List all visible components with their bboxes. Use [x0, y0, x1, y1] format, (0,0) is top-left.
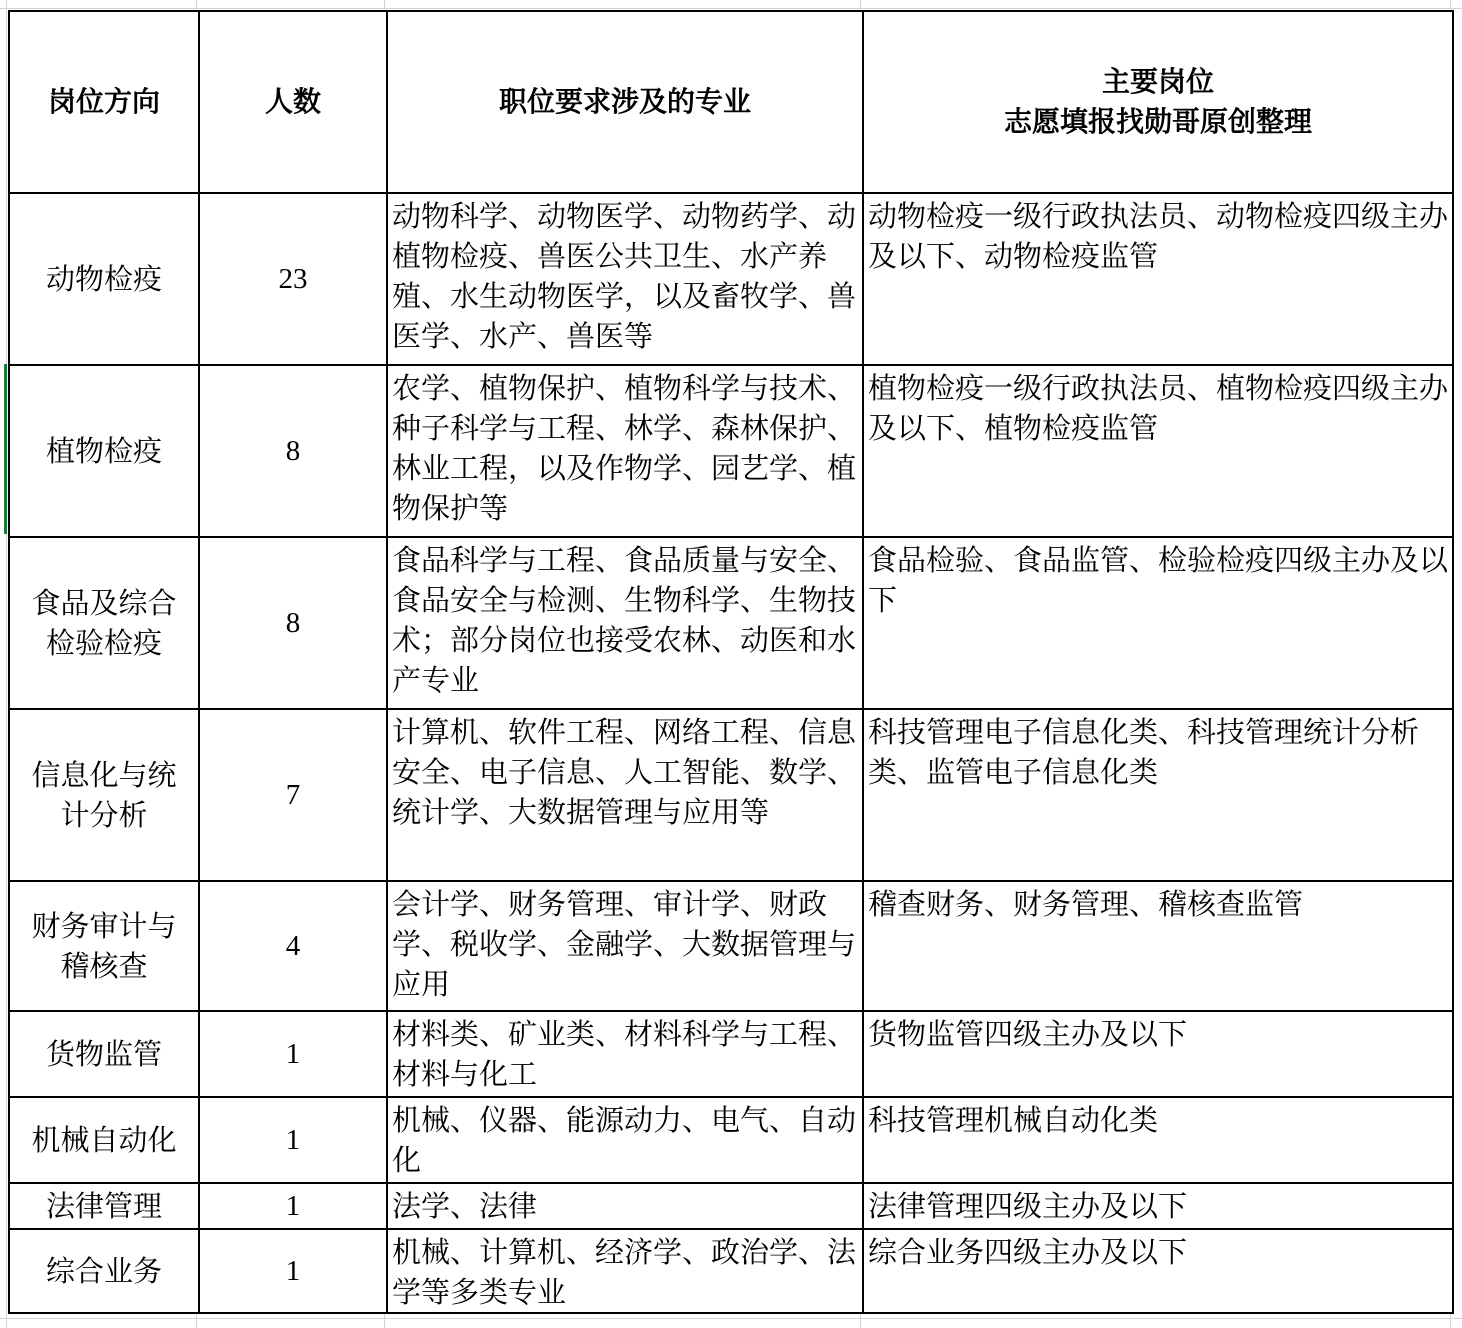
selection-indicator	[4, 364, 7, 534]
cell-count[interactable]	[199, 881, 387, 1011]
grid-line	[6, 0, 7, 1328]
direction-text: 机械自动化	[31, 1123, 177, 1157]
cell-direction[interactable]	[9, 1183, 199, 1229]
cell-count[interactable]	[199, 1229, 387, 1313]
header-count-label: 人数	[264, 85, 321, 118]
cell-direction[interactable]	[9, 193, 199, 365]
positions-text: 综合业务四级主办及以下	[868, 1235, 1188, 1269]
cell-positions[interactable]	[863, 709, 1453, 881]
cell-count[interactable]	[199, 1183, 387, 1229]
cell-majors[interactable]	[387, 1183, 863, 1229]
header-positions-label: 主要岗位	[1101, 65, 1214, 98]
direction-text: 植物检疫	[45, 434, 162, 468]
direction-text: 稽核查	[60, 949, 148, 983]
direction-text: 货物监管	[45, 1037, 162, 1071]
positions-text: 货物监管四级主办及以下	[868, 1017, 1188, 1051]
table-row	[9, 1183, 1453, 1229]
count-text: 4	[285, 929, 301, 962]
table-row	[9, 1011, 1453, 1097]
majors-text: 农学、植物保护、植物科学与技术、种子科学与工程、林学、森林保护、林业工程，以及作物学、园艺学、植物保护等	[392, 371, 857, 525]
header-cell-direction[interactable]	[9, 11, 199, 193]
table-row	[9, 537, 1453, 709]
header-row	[9, 11, 1453, 193]
cell-count[interactable]	[199, 1011, 387, 1097]
cell-majors[interactable]	[387, 1097, 863, 1183]
positions-text: 科技管理机械自动化类	[868, 1103, 1159, 1137]
header-majors-label: 职位要求涉及的专业	[498, 85, 751, 118]
cell-direction[interactable]	[9, 709, 199, 881]
cell-majors[interactable]	[387, 709, 863, 881]
cell-majors[interactable]	[387, 537, 863, 709]
majors-text: 材料类、矿业类、材料科学与工程、材料与化工	[392, 1017, 857, 1091]
cell-positions[interactable]	[863, 193, 1453, 365]
majors-text: 会计学、财务管理、审计学、财政学、税收学、金融学、大数据管理与应用	[392, 887, 857, 1001]
cell-majors[interactable]	[387, 1229, 863, 1313]
cell-positions[interactable]	[863, 1011, 1453, 1097]
direction-text: 动物检疫	[45, 262, 162, 296]
cell-positions[interactable]	[863, 1183, 1453, 1229]
direction-text: 法律管理	[45, 1189, 162, 1223]
direction-text: 信息化与统	[31, 758, 177, 792]
header-direction-label: 岗位方向	[47, 85, 160, 118]
majors-table	[8, 10, 1454, 1314]
count-text: 1	[285, 1189, 301, 1222]
count-text: 1	[285, 1254, 301, 1287]
majors-text: 机械、计算机、经济学、政治学、法学等多类专业	[392, 1235, 857, 1309]
positions-text: 植物检疫一级行政执法员、植物检疫四级主办及以下、植物检疫监管	[868, 371, 1449, 445]
cell-positions[interactable]	[863, 365, 1453, 537]
cell-count[interactable]	[199, 1097, 387, 1183]
positions-text: 食品检验、食品监管、检验检疫四级主办及以下	[868, 543, 1449, 617]
cell-positions[interactable]	[863, 1229, 1453, 1313]
cell-direction[interactable]	[9, 365, 199, 537]
majors-text: 法学、法律	[392, 1189, 538, 1223]
table-row	[9, 1097, 1453, 1183]
table-row	[9, 365, 1453, 537]
majors-text: 计算机、软件工程、网络工程、信息安全、电子信息、人工智能、数学、统计学、大数据管理与应用等	[392, 715, 857, 829]
positions-text: 稽查财务、财务管理、稽核查监管	[868, 887, 1304, 921]
positions-text: 动物检疫一级行政执法员、动物检疫四级主办及以下、动物检疫监管	[868, 199, 1449, 273]
cell-direction[interactable]	[9, 1011, 199, 1097]
cell-direction[interactable]	[9, 881, 199, 1011]
cell-direction[interactable]	[9, 1229, 199, 1313]
grid-line	[0, 8, 1462, 9]
cell-direction[interactable]	[9, 537, 199, 709]
cell-majors[interactable]	[387, 1011, 863, 1097]
cell-count[interactable]	[199, 709, 387, 881]
positions-text: 法律管理四级主办及以下	[868, 1189, 1188, 1223]
direction-text: 检验检疫	[45, 626, 162, 660]
cell-majors[interactable]	[387, 193, 863, 365]
cell-positions[interactable]	[863, 537, 1453, 709]
cell-positions[interactable]	[863, 1097, 1453, 1183]
header-cell-positions[interactable]	[863, 11, 1453, 193]
direction-text: 综合业务	[45, 1254, 162, 1288]
header-cell-majors[interactable]	[387, 11, 863, 193]
table-row	[9, 881, 1453, 1011]
table-row	[9, 709, 1453, 881]
direction-text: 财务审计与	[31, 909, 177, 943]
cell-majors[interactable]	[387, 881, 863, 1011]
count-text: 1	[285, 1123, 301, 1156]
count-text: 7	[285, 778, 301, 811]
cell-majors[interactable]	[387, 365, 863, 537]
cell-count[interactable]	[199, 365, 387, 537]
count-text: 23	[278, 262, 308, 295]
table-row	[9, 1229, 1453, 1313]
direction-text: 食品及综合	[31, 586, 177, 620]
header-cell-count[interactable]	[199, 11, 387, 193]
table-row	[9, 193, 1453, 365]
majors-text: 机械、仪器、能源动力、电气、自动化	[392, 1103, 857, 1177]
majors-text: 食品科学与工程、食品质量与安全、食品安全与检测、生物科学、生物技术；部分岗位也接受农林、动医和水产专业	[392, 543, 857, 697]
positions-text: 科技管理电子信息化类、科技管理统计分析类、监管电子信息化类	[868, 715, 1420, 789]
direction-text: 计分析	[60, 798, 148, 832]
count-text: 8	[285, 606, 301, 639]
cell-positions[interactable]	[863, 881, 1453, 1011]
grid-line	[0, 1318, 1462, 1319]
count-text: 8	[285, 434, 301, 467]
cell-direction[interactable]	[9, 1097, 199, 1183]
cell-count[interactable]	[199, 193, 387, 365]
count-text: 1	[285, 1037, 301, 1070]
header-positions-note: 志愿填报找勋哥原创整理	[1003, 105, 1312, 138]
cell-count[interactable]	[199, 537, 387, 709]
majors-text: 动物科学、动物医学、动物药学、动植物检疫、兽医公共卫生、水产养殖、水生动物医学，以及畜牧学、兽医学、水产、兽医等	[392, 199, 857, 353]
